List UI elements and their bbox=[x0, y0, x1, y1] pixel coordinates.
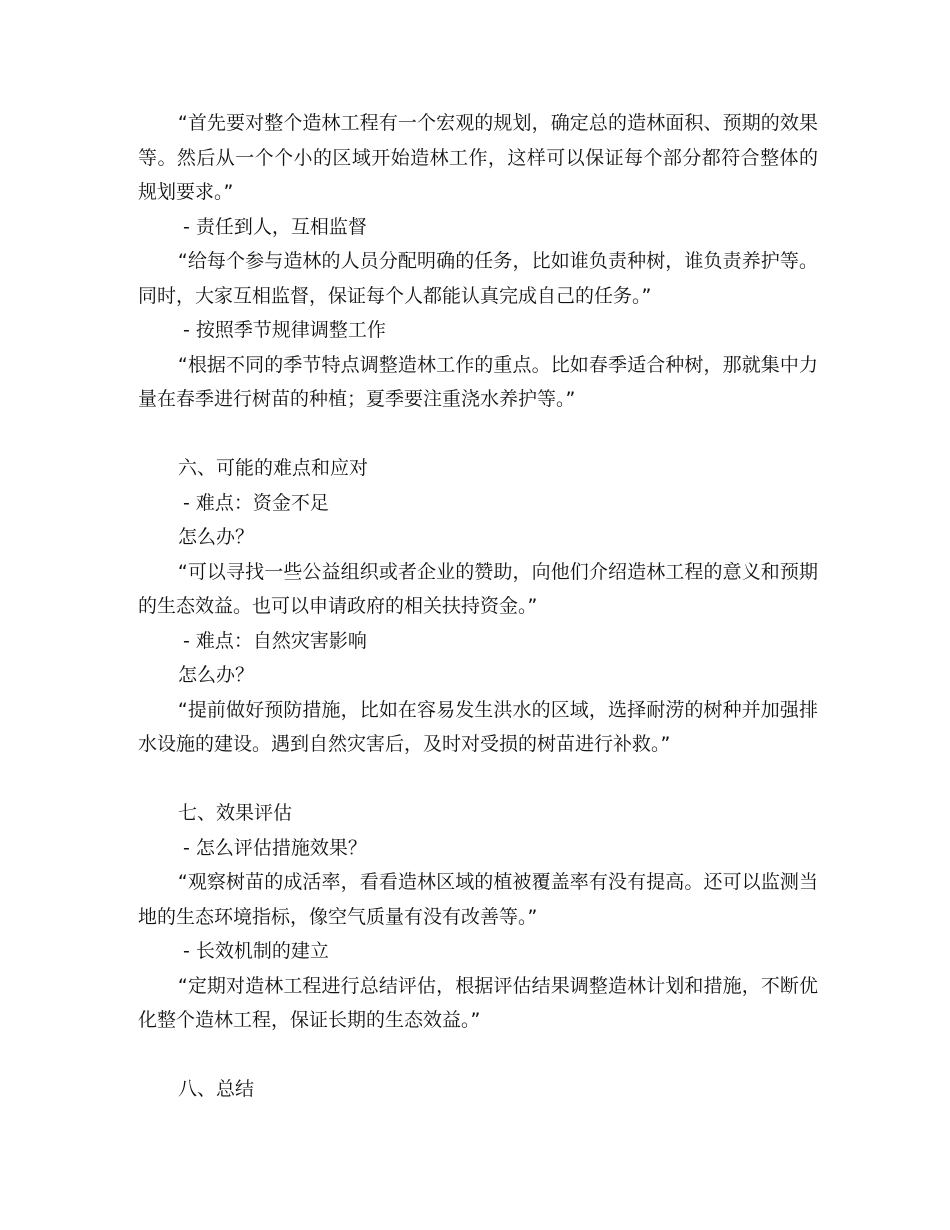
paragraph-disaster: “提前做好预防措施，比如在容易发生洪水的区域，选择耐涝的树种并加强排水设施的建设。遇到自然灾害后，及时对受损的树苗进行补救。” bbox=[138, 698, 818, 755]
question-funding: 怎么办？ bbox=[178, 526, 255, 548]
subheading-responsibility: - 责任到人，互相监督 bbox=[183, 215, 367, 238]
paragraph-planning: “首先要对整个造林工程有一个宏观的规划，确定总的造林面积、预期的效果等。然后从一个个小的区域开始造林工作，这样可以保证每个部分都符合整体的规划要求。” bbox=[138, 112, 818, 203]
paragraph-responsibility: “给每个参与造林的人员分配明确的任务，比如谁负责种树，谁负责养护等。同时，大家互相监督，保证每个人都能认真完成自己的任务。” bbox=[138, 250, 818, 307]
section-heading-difficulties: 六、可能的难点和应对 bbox=[178, 457, 369, 479]
blank-line bbox=[138, 417, 818, 452]
paragraph-long-term: “定期对造林工程进行总结评估，根据评估结果调整造林计划和措施，不断优化整个造林工程，保证长期的生态效益。” bbox=[138, 974, 818, 1031]
blank-line bbox=[138, 1038, 818, 1073]
document-body bbox=[138, 106, 818, 1107]
blank-line bbox=[138, 762, 818, 797]
paragraph-seasonal: “根据不同的季节特点调整造林工作的重点。比如春季适合种树，那就集中力量在春季进行树苗的种植；夏季要注重浇水养护等。” bbox=[138, 353, 818, 410]
subheading-funding: - 难点：资金不足 bbox=[183, 491, 329, 514]
subheading-disaster: - 难点：自然灾害影响 bbox=[183, 629, 367, 652]
paragraph-funding: “可以寻找一些公益组织或者企业的赞助，向他们介绍造林工程的意义和预期的生态效益。也可以申请政府的相关扶持资金。” bbox=[138, 560, 818, 617]
section-heading-evaluation: 七、效果评估 bbox=[178, 802, 293, 824]
subheading-long-term: - 长效机制的建立 bbox=[183, 940, 329, 962]
subheading-seasonal: - 按照季节规律调整工作 bbox=[183, 319, 386, 341]
section-heading-summary: 八、总结 bbox=[178, 1078, 255, 1100]
subheading-evaluate-effect: - 怎么评估措施效果？ bbox=[183, 836, 367, 859]
question-disaster: 怎么办？ bbox=[178, 664, 255, 686]
paragraph-evaluate-effect: “观察树苗的成活率，看看造林区域的植被覆盖率有没有提高。还可以监测当地的生态环境指标，像空气质量有没有改善等。” bbox=[138, 871, 818, 928]
